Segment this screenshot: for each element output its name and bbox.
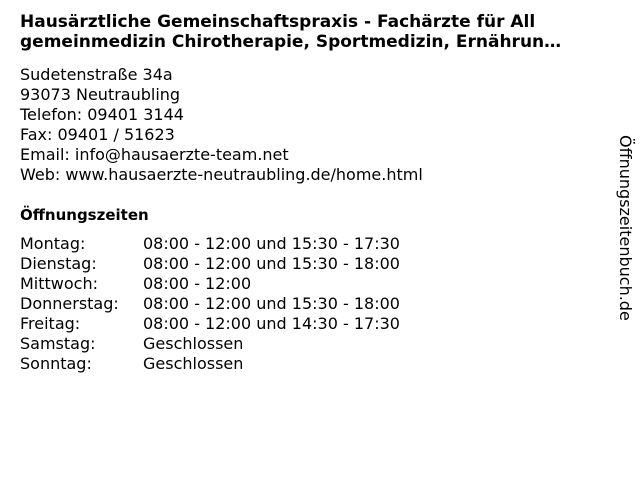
hours-time: 08:00 - 12:00 [143, 274, 252, 293]
phone-number: Telefon: 09401 3144 [20, 105, 184, 124]
hours-row [20, 234, 400, 254]
address-city: 93073 Neutraubling [20, 85, 181, 104]
opening-hours-table [20, 234, 400, 374]
hours-time: 08:00 - 12:00 und 15:30 - 18:00 [143, 254, 400, 273]
hours-time: 08:00 - 12:00 und 15:30 - 18:00 [143, 294, 400, 313]
hours-row [20, 274, 400, 294]
hours-row [20, 294, 400, 314]
hours-time: 08:00 - 12:00 und 14:30 - 17:30 [143, 314, 400, 333]
hours-day: Mittwoch: [20, 274, 98, 293]
hours-row [20, 354, 400, 374]
contact-block [20, 65, 423, 185]
fax-number: Fax: 09401 / 51623 [20, 125, 175, 144]
hours-row [20, 334, 400, 354]
hours-day: Freitag: [20, 314, 81, 333]
hours-time: Geschlossen [143, 354, 244, 373]
hours-day: Montag: [20, 234, 86, 253]
hours-time: Geschlossen [143, 334, 244, 353]
email-address: Email: info@hausaerzte-team.net [20, 145, 289, 164]
hours-day: Samstag: [20, 334, 96, 353]
hours-day: Sonntag: [20, 354, 92, 373]
practice-title [20, 12, 625, 52]
title-line-1: Hausärztliche Gemeinschaftspraxis - Fachärzte für All [20, 12, 536, 32]
title-line-2: gemeinmedizin Chirotherapie, Sportmedizin, Ernährun… [20, 32, 562, 52]
address-street: Sudetenstraße 34a [20, 65, 173, 84]
source-watermark: Öffnungszeitenbuch.de [616, 135, 635, 321]
hours-row [20, 314, 400, 334]
hours-time: 08:00 - 12:00 und 15:30 - 17:30 [143, 234, 400, 253]
website-url: Web: www.hausaerzte-neutraubling.de/home.html [20, 165, 423, 184]
opening-hours-heading: Öffnungszeiten [20, 206, 149, 224]
hours-day: Donnerstag: [20, 294, 119, 313]
hours-row [20, 254, 400, 274]
hours-day: Dienstag: [20, 254, 97, 273]
